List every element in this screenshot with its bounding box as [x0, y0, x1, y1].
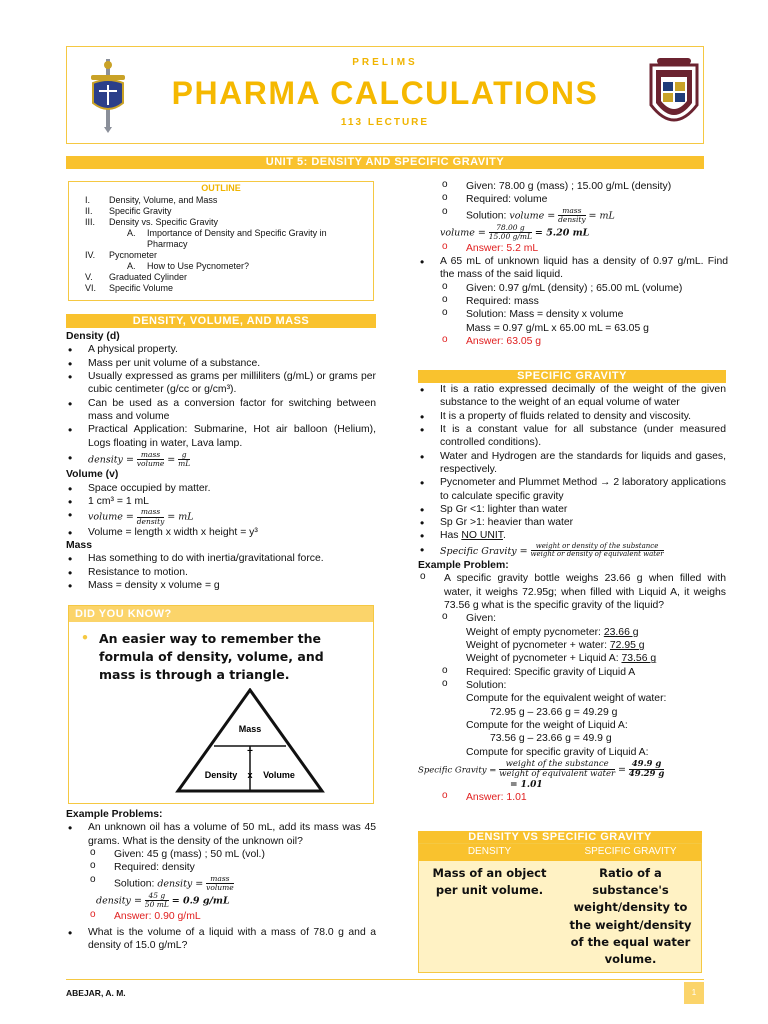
step-line: Compute for the equivalent weight of water:	[466, 693, 667, 705]
density-item: • Usually expressed as grams per milliliters (g/mL) or grams per cubic centimeter (g/cc or g/cm³).	[66, 370, 376, 397]
header-box	[66, 46, 704, 144]
step-line: Compute for the weight of Liquid A:	[466, 719, 628, 731]
mass-item: • Mass = density x volume = g	[66, 579, 376, 592]
required-line: o Required: mass	[440, 295, 728, 308]
answer-line: o Answer: 63.05 g	[440, 335, 728, 348]
sg-item: • Has NO UNIT.	[418, 529, 726, 542]
sg-item: • Water and Hydrogen are the standards for liquids and gases, respectively.	[418, 450, 726, 477]
calc-line: Mass = 0.97 g/mL x 65.00 mL = 63.05 g	[466, 322, 649, 334]
calc-line: density = $\frac{45 g}{50 mL}$ = 0.9 g/mL	[96, 891, 230, 910]
sg-banner: SPECIFIC GRAVITY	[418, 370, 726, 383]
density-list	[66, 343, 376, 450]
given-item: Weight of empty pycnometer: 23.66 g	[466, 626, 639, 638]
outline-title: OUTLINE	[201, 183, 241, 193]
unit-banner: UNIT 5: DENSITY AND SPECIFIC GRAVITY	[66, 156, 704, 169]
required-line: o Required: density	[88, 861, 376, 874]
outline-item: VI. Specific Volume	[85, 283, 174, 294]
sg-section	[418, 370, 726, 804]
sg-list	[418, 383, 726, 529]
triangle-mass-label: Mass	[238, 724, 262, 734]
given-line: o Given: 0.97 g/mL (density) ; 65.00 mL (volume)	[440, 282, 728, 295]
did-you-know-text: • An easier way to remember the formula of density, volume, and mass is through a triangle.	[81, 630, 324, 683]
example-question: • A 65 mL of unknown liquid has a density of 0.97 g/mL. Find the mass of the said liquid.	[418, 255, 728, 282]
table-cell: Ratio of a substance's weight/density to the weight/density of the equal water volume.	[560, 861, 701, 973]
density-title: Density (d)	[66, 331, 120, 342]
sg-solution-formula: Specific Gravity = $\frac{\text{weight of the substance}}{\text{weight of equivalent water}}$ = $\frac{49.9 g}{49.29 g}$	[418, 758, 665, 780]
table-cell: Mass of an object per unit volume.	[419, 861, 560, 973]
triangle-density-label: Density	[204, 770, 238, 780]
page-title: PHARMA CALCULATIONS	[171, 75, 599, 111]
volume-item: • Space occupied by matter.	[66, 482, 376, 495]
sg-item: • Pycnometer and Plummet Method → 2 laboratory applications to calculate specific gravity	[418, 476, 726, 503]
sg-item: • It is a property of fluids related to density and viscosity.	[418, 410, 726, 423]
left-crest-logo	[79, 57, 137, 135]
outline-list	[69, 195, 373, 295]
lecture-label: 113 LECTURE	[340, 117, 430, 128]
example-title: Example Problems:	[66, 809, 163, 820]
sg-item: • It is a constant value for all substance (under measured controlled conditions).	[418, 423, 726, 450]
outline-box	[68, 181, 374, 301]
step-line: Compute for specific gravity of Liquid A:	[466, 746, 649, 758]
outline-item: II. Specific Gravity	[85, 205, 172, 216]
given-item: Weight of pycnometer + Liquid A: 73.56 g	[466, 653, 657, 665]
sg-item: • It is a ratio expressed decimally of the weight of the given substance to the weight of an equal volume of water	[418, 383, 726, 410]
dvm-banner: DENSITY, VOLUME, AND MASS	[66, 314, 376, 328]
calc-line: volume = $\frac{78.00 g}{15.00 g/mL}$ = 5.20 mL	[440, 223, 590, 242]
mass-list	[66, 552, 376, 592]
page-number: 1	[684, 982, 704, 1004]
dvs-banner: DENSITY VS SPECIFIC GRAVITY	[418, 831, 702, 843]
outline-item: A. Importance of Density and Specific Gravity in	[127, 227, 327, 238]
comparison-table	[418, 843, 702, 973]
did-you-know-box	[68, 605, 374, 804]
footer-divider	[66, 979, 704, 980]
answer-line: o Answer: 1.01	[440, 791, 726, 804]
solution-line: o Solution: density = $\frac{\text{mass}}{\text{volume}}$	[88, 875, 376, 893]
required-line: o Required: Specific gravity of Liquid A	[440, 666, 726, 679]
prelims-label: PRELIMS	[352, 57, 418, 68]
given-item: Weight of pycnometer + water: 72.95 g	[466, 640, 645, 651]
table-header-row	[419, 844, 701, 861]
outline-item: V. Graduated Cylinder	[85, 271, 188, 282]
example-question: • What is the volume of a liquid with a mass of 78.0 g and a density of 15.0 g/mL?	[66, 926, 376, 953]
outline-item: Pharmacy	[147, 238, 188, 249]
volume-item: • Volume = length x width x height = y³	[66, 526, 376, 539]
density-item: • Mass per unit volume of a substance.	[66, 357, 376, 370]
outline-item: III. Density vs. Specific Gravity	[85, 216, 219, 227]
sg-item: • Sp Gr >1: heavier than water	[418, 516, 726, 529]
answer-line: o Answer: 5.2 mL	[440, 242, 728, 255]
triangle-volume-label: Volume	[263, 770, 295, 780]
density-item: • A physical property.	[66, 343, 376, 356]
triangle-divide-sign: ÷	[247, 746, 253, 757]
outline-item: IV. Pycnometer	[85, 249, 158, 260]
solution-line: o Solution: volume = $\frac{\text{mass}}{\text{density}}$ = mL	[440, 207, 728, 225]
table-row	[419, 861, 701, 973]
bullet-icon: •	[81, 630, 89, 646]
triangle-times-sign: x	[247, 770, 253, 780]
example-question: o A specific gravity bottle weighs 23.66 g when filled with water, it weighs 72.95g; when filled with Liquid A, it weighs 73.56 g what is the specific gravity of the liquid?	[418, 572, 726, 612]
density-item: • Practical Application: Submarine, Hot air balloon (Helium), Logs floating in water, Lava lamp.	[66, 423, 376, 450]
left-examples	[66, 808, 376, 953]
right-seal-logo	[647, 55, 701, 137]
sg-formula: • Specific Gravity = $\frac{\text{weight or density of the substance}}{\text{weight or density of equivalent water}}$	[418, 543, 726, 559]
given-line: o Given: 78.00 g (mass) ; 15.00 g/mL (density)	[440, 180, 728, 193]
mass-item: • Resistance to motion.	[66, 566, 376, 579]
solution-label: o Solution:	[440, 679, 726, 692]
triangle-diagram	[175, 688, 325, 794]
example-title: Example Problem:	[418, 560, 509, 572]
outline-item: I. Density, Volume, and Mass	[85, 194, 218, 205]
table-header: DENSITY	[419, 844, 560, 861]
step-calc: 72.95 g – 23.66 g = 49.29 g	[490, 706, 618, 718]
right-column	[418, 180, 728, 348]
did-you-know-title: DID YOU KNOW?	[69, 606, 373, 622]
required-line: o Required: volume	[440, 193, 728, 206]
step-calc: 73.56 g – 23.66 g = 49.9 g	[490, 733, 612, 745]
sg-result: = 1.01	[510, 779, 543, 790]
volume-formula: • volume = $\frac{\text{mass}}{\text{density}}$ = mL	[66, 508, 376, 526]
example-question: • An unknown oil has a volume of 50 mL, add its mass was 45 grams. What is the density of the unknown oil?	[66, 821, 376, 848]
dvs-section	[418, 831, 702, 973]
solution-line: o Solution: Mass = density x volume	[440, 308, 728, 321]
density-item: • Can be used as a conversion factor for switching between mass and volume	[66, 397, 376, 424]
outline-item: A. How to Use Pycnometer?	[127, 260, 250, 271]
answer-line: o Answer: 0.90 g/mL	[88, 910, 376, 923]
sg-item: • Sp Gr <1: lighter than water	[418, 503, 726, 516]
table-header: SPECIFIC GRAVITY	[560, 844, 701, 861]
footer-author: ABEJAR, A. M.	[66, 988, 126, 998]
mass-item: • Has something to do with inertia/gravitational force.	[66, 552, 376, 565]
density-formula: • density = $\frac{\text{mass}}{\text{volume}}$ = $\frac{g}{mL}$	[66, 451, 376, 469]
volume-title: Volume (v)	[66, 469, 119, 481]
given-line: o Given: 45 g (mass) ; 50 mL (vol.)	[88, 848, 376, 861]
mass-title: Mass	[66, 540, 92, 552]
left-column	[66, 314, 376, 592]
given-label: o Given:	[440, 612, 726, 625]
volume-item: • 1 cm³ = 1 mL	[66, 495, 376, 508]
